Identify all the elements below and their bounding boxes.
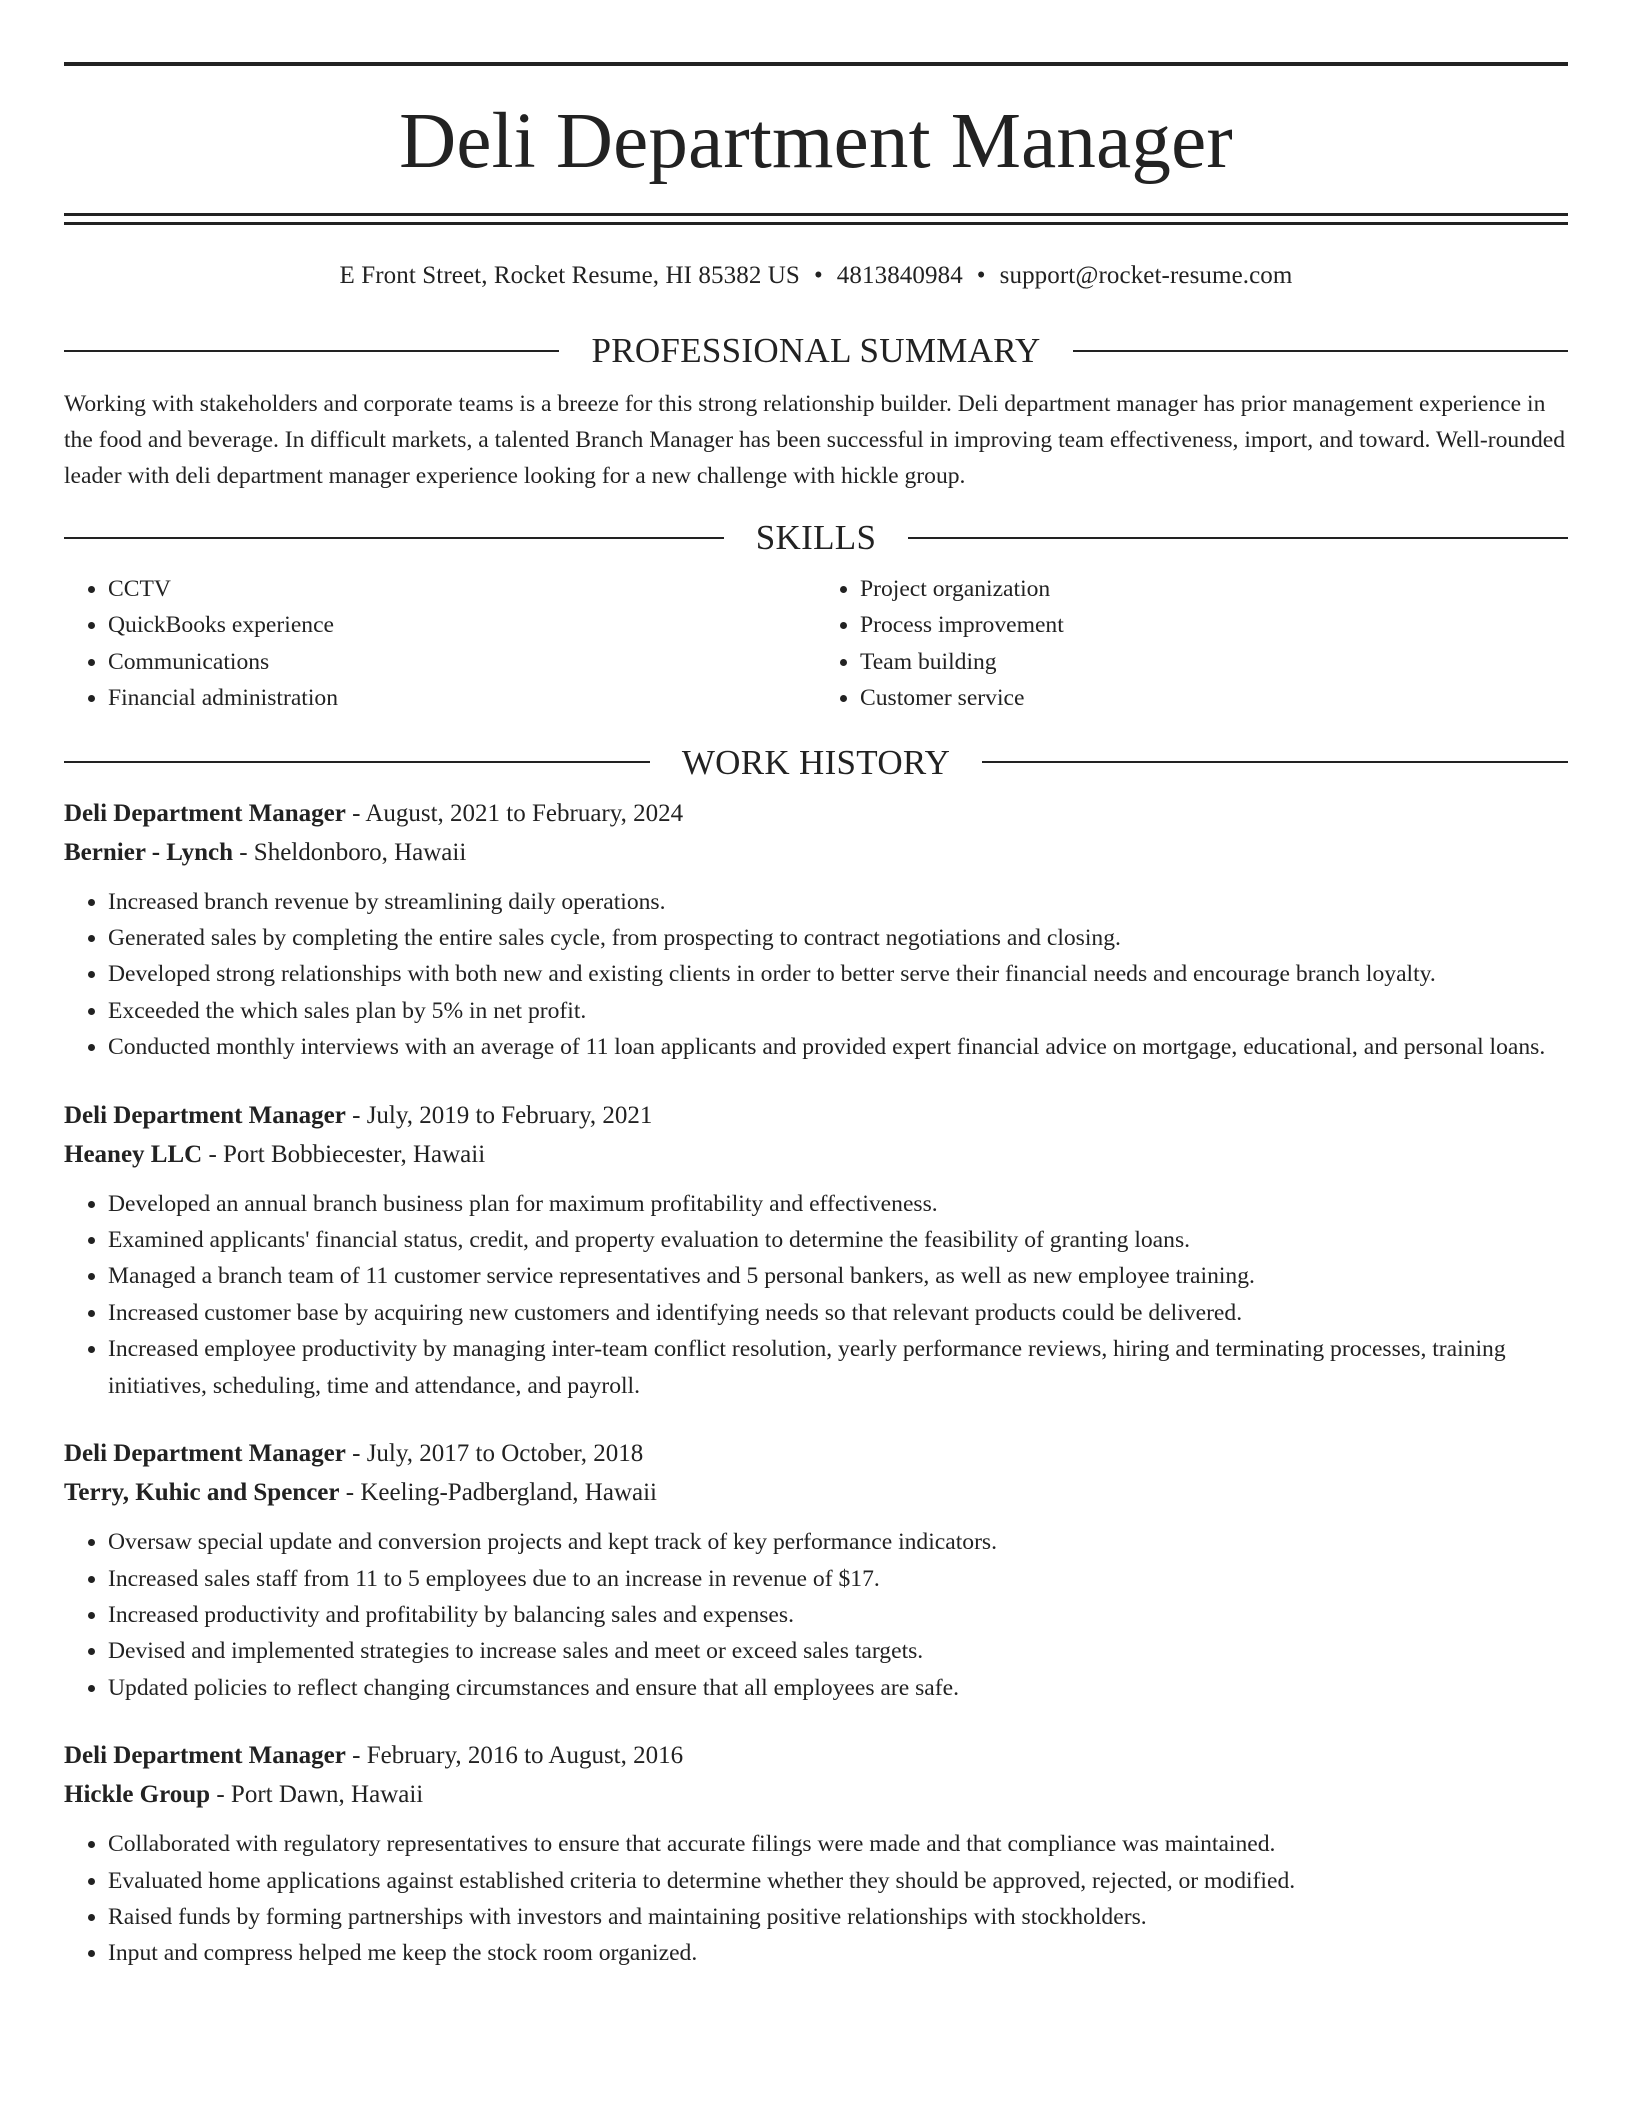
section-rule bbox=[1073, 350, 1568, 352]
job-company: Heaney LLC bbox=[64, 1140, 203, 1168]
job-bullet: • Examined applicants' financial status, credit, and property evaluation to determine the feasibility of granting loans. bbox=[108, 1222, 1568, 1258]
job-title-line bbox=[64, 794, 1568, 833]
section-header-skills bbox=[64, 520, 1568, 555]
skills-column-left bbox=[64, 571, 816, 717]
job-bullet: • Input and compress helped me keep the stock room organized. bbox=[108, 1935, 1568, 1971]
section-rule bbox=[64, 537, 724, 539]
job-bullet: • Increased sales staff from 11 to 5 employees due to an increase in revenue of $17. bbox=[108, 1561, 1568, 1597]
job-bullet: • Managed a branch team of 11 customer service representatives and 5 personal bankers, as well as new employee training. bbox=[108, 1258, 1568, 1294]
section-rule bbox=[64, 350, 559, 352]
skill-item: • CCTV bbox=[108, 571, 816, 607]
job-dates: - July, 2017 to October, 2018 bbox=[345, 1440, 644, 1468]
skill-item: • Financial administration bbox=[108, 680, 816, 716]
page-title: Deli Department Manager bbox=[399, 98, 1233, 185]
job-company-line bbox=[64, 1473, 1568, 1512]
job-company-line bbox=[64, 833, 1568, 872]
section-header-summary bbox=[64, 333, 1568, 368]
job-bullet: • Developed strong relationships with both new and existing clients in order to better serve their financial needs and encourage branch loyalty. bbox=[108, 956, 1568, 992]
job-location: - Sheldonboro, Hawaii bbox=[232, 838, 467, 866]
job-title: Deli Department Manager bbox=[64, 1742, 346, 1770]
contact-email: support@rocket-resume.com bbox=[999, 262, 1293, 289]
job-bullet: • Increased productivity and profitability by balancing sales and expenses. bbox=[108, 1597, 1568, 1633]
contact-separator: • bbox=[813, 262, 823, 289]
job-bullets bbox=[64, 1186, 1568, 1404]
job-bullet: • Exceeded the which sales plan by 5% in net profit. bbox=[108, 993, 1568, 1029]
job-company-line bbox=[64, 1775, 1568, 1814]
job-bullet: • Devised and implemented strategies to increase sales and meet or exceed sales targets. bbox=[108, 1633, 1568, 1669]
contact-separator: • bbox=[976, 262, 986, 289]
job-entry bbox=[64, 1096, 1568, 1404]
top-rule bbox=[64, 62, 1568, 66]
job-dates: - July, 2019 to February, 2021 bbox=[345, 1101, 653, 1129]
job-dates: - February, 2016 to August, 2016 bbox=[345, 1742, 684, 1770]
section-title-skills: SKILLS bbox=[755, 518, 877, 557]
job-bullets bbox=[64, 884, 1568, 1066]
skill-item: • Communications bbox=[108, 644, 816, 680]
job-bullet: • Increased customer base by acquiring new customers and identifying needs so that relevant products could be delivered. bbox=[108, 1295, 1568, 1331]
job-bullet: • Increased branch revenue by streamlining daily operations. bbox=[108, 884, 1568, 920]
section-header-work bbox=[64, 742, 1568, 782]
job-title-line bbox=[64, 1736, 1568, 1775]
job-bullets bbox=[64, 1524, 1568, 1706]
job-bullet: • Collaborated with regulatory representatives to ensure that accurate filings were made and that compliance was maintained. bbox=[108, 1826, 1568, 1862]
job-entry bbox=[64, 794, 1568, 1066]
job-location: - Keeling-Padbergland, Hawaii bbox=[339, 1479, 657, 1507]
job-title-line bbox=[64, 1096, 1568, 1135]
job-entry bbox=[64, 1736, 1568, 1972]
job-bullets bbox=[64, 1826, 1568, 1972]
skill-item: • QuickBooks experience bbox=[108, 607, 816, 643]
skill-item: • Project organization bbox=[860, 571, 1568, 607]
skill-item: • Team building bbox=[860, 644, 1568, 680]
title-double-rule bbox=[64, 213, 1568, 225]
skills-column-right bbox=[816, 571, 1568, 717]
job-bullet: • Updated policies to reflect changing circumstances and ensure that all employees are safe. bbox=[108, 1670, 1568, 1706]
section-rule bbox=[982, 761, 1568, 763]
job-bullet: • Raised funds by forming partnerships with investors and maintaining positive relationships with stockholders. bbox=[108, 1899, 1568, 1935]
job-bullet: • Conducted monthly interviews with an average of 11 loan applicants and provided expert financial advice on mortgage, educational, and personal loans. bbox=[108, 1029, 1568, 1065]
skill-item: • Process improvement bbox=[860, 607, 1568, 643]
job-company: Hickle Group bbox=[64, 1781, 211, 1809]
job-company: Bernier - Lynch bbox=[64, 838, 233, 866]
job-bullet: • Increased employee productivity by managing inter-team conflict resolution, yearly performance reviews, hiring and terminating processes, training initiatives, scheduling, time and attendance, and payroll. bbox=[108, 1331, 1568, 1404]
section-title-summary: PROFESSIONAL SUMMARY bbox=[591, 331, 1041, 370]
job-title: Deli Department Manager bbox=[64, 1440, 346, 1468]
job-bullet: • Evaluated home applications against established criteria to determine whether they should be approved, rejected, or modified. bbox=[108, 1863, 1568, 1899]
job-bullet: • Generated sales by completing the entire sales cycle, from prospecting to contract negotiations and closing. bbox=[108, 920, 1568, 956]
section-rule bbox=[908, 537, 1568, 539]
skills-list bbox=[64, 571, 1568, 717]
job-title-line bbox=[64, 1434, 1568, 1473]
job-title: Deli Department Manager bbox=[64, 1101, 346, 1129]
job-location: - Port Dawn, Hawaii bbox=[210, 1781, 424, 1809]
job-title: Deli Department Manager bbox=[64, 799, 346, 827]
job-company: Terry, Kuhic and Spencer bbox=[64, 1479, 340, 1507]
summary-text: Working with stakeholders and corporate teams is a breeze for this strong relationship builder. Deli department manager has prior management experience in the food and beverage. In difficult markets, a talented Branch Manager has been successful in improving team effectiveness, import, and toward. Well-rounded leader with deli department manager experience looking for a new challenge with hickle group. bbox=[64, 391, 1566, 489]
contact-phone: 4813840984 bbox=[836, 262, 963, 289]
job-entry bbox=[64, 1434, 1568, 1706]
job-dates: - August, 2021 to February, 2024 bbox=[345, 799, 684, 827]
skill-item: • Customer service bbox=[860, 680, 1568, 716]
section-title-work: WORK HISTORY bbox=[681, 742, 951, 782]
contact-line bbox=[64, 261, 1568, 291]
section-rule bbox=[64, 761, 650, 763]
job-company-line bbox=[64, 1135, 1568, 1174]
job-location: - Port Bobbiecester, Hawaii bbox=[202, 1140, 486, 1168]
contact-address: E Front Street, Rocket Resume, HI 85382 US bbox=[339, 262, 800, 289]
job-bullet: • Oversaw special update and conversion projects and kept track of key performance indicators. bbox=[108, 1524, 1568, 1560]
job-bullet: • Developed an annual branch business plan for maximum profitability and effectiveness. bbox=[108, 1186, 1568, 1222]
